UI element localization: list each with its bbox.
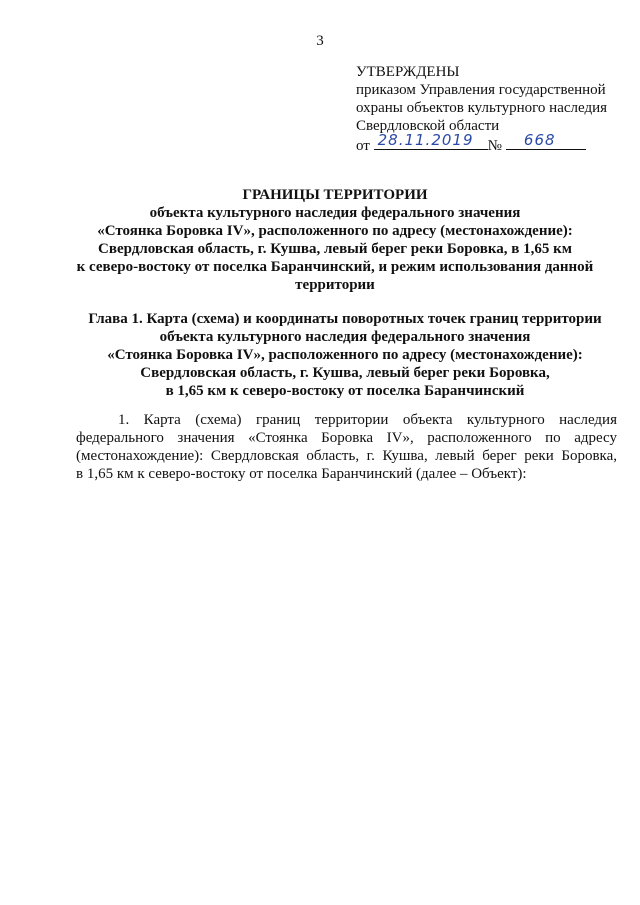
number-blank-field	[506, 131, 586, 150]
chapter-heading-line-5: в 1,65 км к северо-востоку от поселка Баранчинский	[165, 383, 525, 399]
paragraph-line-4: в 1,65 км к северо-востоку от поселка Баранчинский (далее – Объект):	[76, 466, 527, 482]
chapter-heading-block	[60, 310, 630, 400]
title-subline-3: Свердловская область, г. Кушва, левый берег реки Боровка, в 1,65 км	[98, 241, 572, 257]
title-subline-5: территории	[295, 277, 375, 293]
approval-order-line: приказом Управления государственной	[356, 82, 606, 98]
document-title: ГРАНИЦЫ ТЕРРИТОРИИ	[242, 187, 428, 203]
chapter-heading-line-2: объекта культурного наследия федерального значения	[159, 329, 531, 345]
handwritten-number: 668	[523, 131, 556, 149]
approval-stamp-block	[356, 63, 626, 155]
paragraph-line-3: (местонахождение): Свердловская область, г. Кушва, левый берег реки Боровка,	[76, 448, 617, 464]
paragraph-line-1: 1. Карта (схема) границ территории объекта культурного наследия	[118, 412, 617, 428]
approval-region-line: Свердловской области	[356, 118, 500, 134]
approval-date-number-line	[356, 131, 626, 155]
title-subline-1: объекта культурного наследия федерального значения	[149, 205, 521, 221]
title-subline-4: к северо-востоку от поселка Баранчинский, и режим использования данной	[76, 259, 594, 275]
date-blank-field	[374, 131, 488, 150]
chapter-heading-line-3: «Стоянка Боровка IV», расположенного по адресу (местонахождение):	[107, 347, 583, 363]
title-subline-2: «Стоянка Боровка IV», расположенного по адресу (местонахождение):	[97, 223, 573, 239]
body-paragraph	[76, 411, 617, 483]
document-title-block	[60, 186, 610, 294]
approval-authority-line: охраны объектов культурного наследия	[356, 100, 608, 116]
page-number: 3	[316, 33, 324, 49]
handwritten-date: 28.11.2019	[377, 131, 474, 149]
number-label: №	[487, 138, 502, 154]
approval-heading: УТВЕРЖДЕНЫ	[356, 64, 460, 80]
paragraph-line-2: федерального значения «Стоянка Боровка IV», расположенного по адресу	[76, 430, 617, 446]
chapter-heading-line-4: Свердловская область, г. Кушва, левый берег реки Боровка,	[140, 365, 550, 381]
date-prefix-label: от	[356, 138, 370, 154]
chapter-heading-line-1: Глава 1. Карта (схема) и координаты поворотных точек границ территории	[88, 311, 602, 327]
